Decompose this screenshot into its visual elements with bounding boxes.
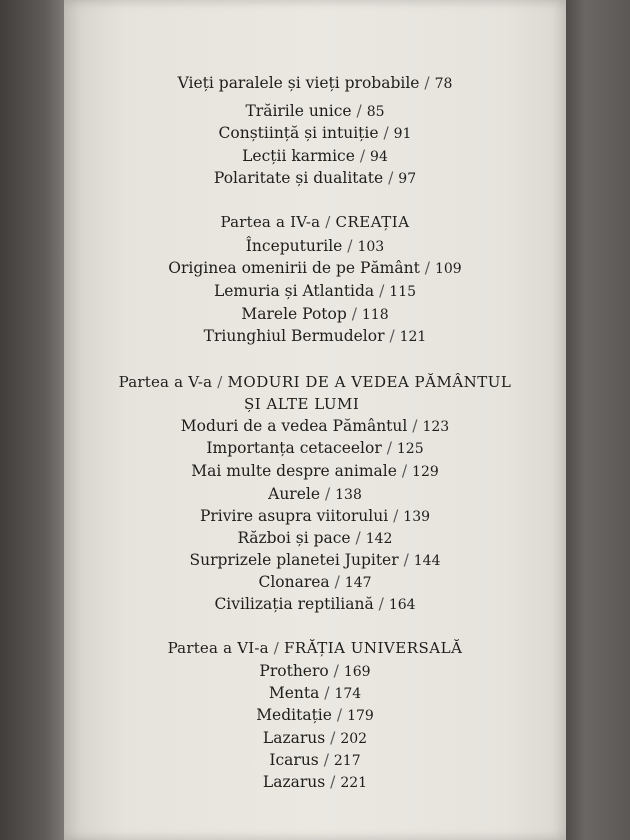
left-book-edge (0, 0, 64, 840)
toc-entry: Lecții karmice / 94 (242, 147, 388, 165)
toc-entry: Lazarus / 221 (262, 773, 368, 791)
toc-entry: Civilizația reptiliană / 164 (214, 595, 416, 613)
toc-entry: Conștiință și intuiție / 91 (218, 124, 412, 142)
toc-entry: Polaritate și dualitate / 97 (213, 169, 417, 187)
toc-entry: Triunghiul Bermudelor / 121 (203, 327, 427, 345)
toc-entry: Începuturile / 103 (245, 237, 385, 255)
part-heading: Partea a VI-a / FRĂȚIA UNIVERSALĂ (167, 639, 463, 657)
toc-entry: Trăirile unice / 85 (245, 102, 385, 120)
part-heading: Partea a IV-a / CREAȚIA (220, 213, 410, 231)
toc-entry: Lemuria și Atlantida / 115 (213, 282, 417, 300)
toc-entry: Meditație / 179 (256, 706, 374, 724)
toc-entry: Importanța cetaceelor / 125 (206, 439, 424, 457)
toc-entry: Marele Potop / 118 (241, 305, 389, 323)
toc-entry: Aurele / 138 (268, 485, 362, 503)
toc-entry: Mai multe despre animale / 129 (191, 462, 439, 480)
toc-entry: Vieți paralele și vieți probabile / 78 (177, 74, 453, 92)
right-book-edge (566, 0, 630, 840)
toc-entry: Război și pace / 142 (237, 529, 393, 547)
toc-entry: Prothero / 169 (259, 662, 371, 680)
part-heading-continued: ȘI ALTE LUMI (244, 395, 360, 413)
toc-entry: Lazarus / 202 (262, 729, 368, 747)
toc-entry: Icarus / 217 (269, 751, 361, 769)
toc-entry: Surprizele planetei Jupiter / 144 (189, 551, 441, 569)
toc-entry: Clonarea / 147 (258, 573, 372, 591)
toc-entry: Menta / 174 (268, 684, 362, 702)
toc-entry: Moduri de a vedea Pământul / 123 (180, 417, 450, 435)
toc-entry: Originea omenirii de pe Pământ / 109 (168, 259, 462, 277)
part-heading: Partea a V-a / MODURI DE A VEDEA PĂMÂNTUL (118, 373, 512, 391)
toc-entry: Privire asupra viitorului / 139 (199, 507, 431, 525)
